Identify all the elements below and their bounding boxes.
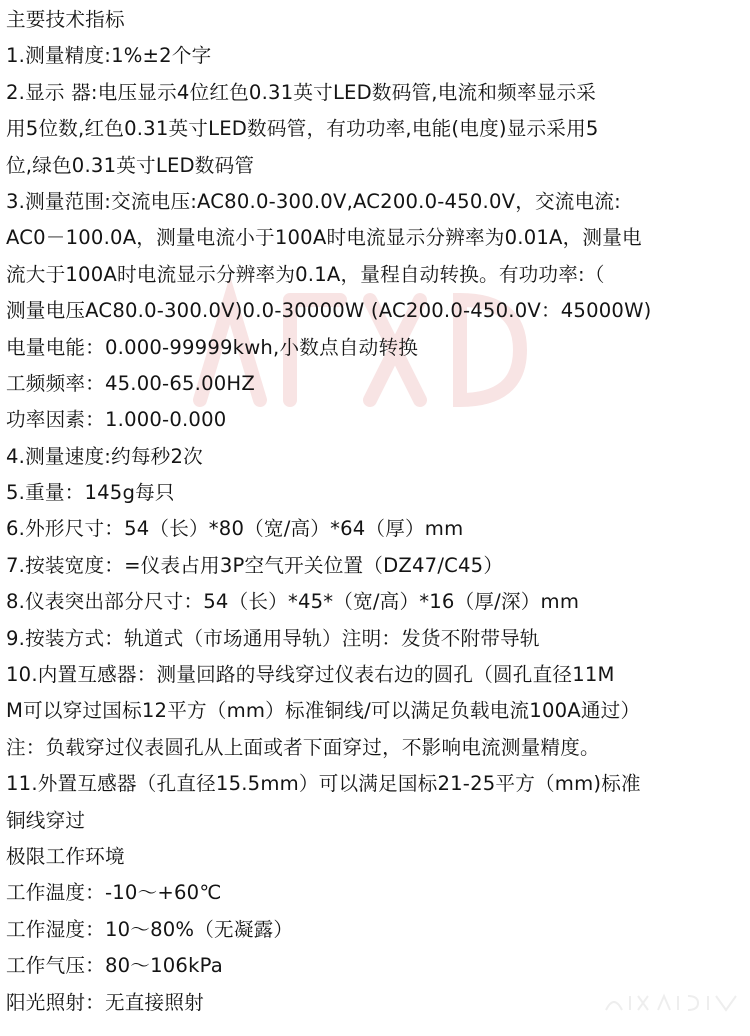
env-line-temperature: 工作温度：-10～+60℃: [6, 881, 222, 905]
spec-line-display: 2.显示 器:电压显示4位红色0.31英寸LED数码管,电流和频率显示采: [6, 80, 597, 104]
spec-line-energy: 电量电能：0.000-99999kwh,小数点自动转换: [6, 335, 419, 359]
spec-line-frequency: 工频频率：45.00-65.00HZ: [6, 371, 255, 395]
spec-line-speed: 4.测量速度:约每秒2次: [6, 444, 203, 468]
env-line-sunlight: 阳光照射：无直接照射: [6, 990, 204, 1014]
spec-line-weight: 5.重量：145g每只: [6, 481, 175, 505]
env-line-pressure: 工作气压：80～106kPa: [6, 954, 223, 978]
spec-line-external-ct: 11.外置互感器（孔直径15.5mm）可以满足国标21-25平方（mm)标准: [6, 772, 641, 796]
section-heading-main-specs: 主要技术指标: [6, 8, 125, 31]
spec-line-display-cont: 位,绿色0.31英寸LED数码管: [6, 153, 255, 177]
spec-line-display-cont: 用5位数,红色0.31英寸LED数码管，有功功率,电能(电度)显示采用5: [6, 117, 599, 141]
spec-line-range-cont: AC0－100.0A，测量电流小于100A时电流显示分辨率为0.01A，测量电: [6, 226, 642, 250]
spec-line-power-factor: 功率因素：1.000-0.000: [6, 408, 227, 432]
spec-line-internal-ct-cont: M可以穿过国标12平方（mm）标准铜线/可以满足负载电流100A通过）: [6, 699, 641, 723]
section-heading-environment: 极限工作环境: [6, 844, 125, 868]
spec-line-protrusion: 8.仪表突出部分尺寸：54（长）*45*（宽/高）*16（厚/深）mm: [6, 590, 580, 614]
spec-line-accuracy: 1.测量精度:1%±2个字: [6, 44, 212, 68]
env-line-humidity: 工作湿度：10～80%（无凝露）: [6, 917, 294, 941]
spec-document: [6, 2, 748, 1021]
spec-line-external-ct-cont: 铜线穿过: [6, 808, 86, 832]
spec-line-install-width: 7.按装宽度：=仪表占用3P空气开关位置（DZ47/C45）: [6, 553, 504, 577]
spec-line-dimensions: 6.外形尺寸：54（长）*80（宽/高）*64（厚）mm: [6, 517, 464, 541]
spec-line-range-cont: 流大于100A时电流显示分辨率为0.1A，量程自动转换。有功功率:（: [6, 262, 605, 286]
spec-line-range: 3.测量范围:交流电压:AC80.0-300.0V,AC200.0-450.0V，交流电流:: [6, 189, 621, 213]
spec-line-range-cont: 测量电压AC80.0-300.0V)0.0-30000W (AC200.0-450.0V：45000W): [6, 299, 652, 323]
spec-line-internal-ct: 10.内置互感器：测量回路的导线穿过仪表右边的圆孔（圆孔直径11M: [6, 663, 615, 687]
spec-line-note: 注：负载穿过仪表圆孔从上面或者下面穿过，不影响电流测量精度。: [6, 735, 600, 759]
spec-line-mounting: 9.按装方式：轨道式（市场通用导轨）注明：发货不附带导轨: [6, 626, 540, 650]
